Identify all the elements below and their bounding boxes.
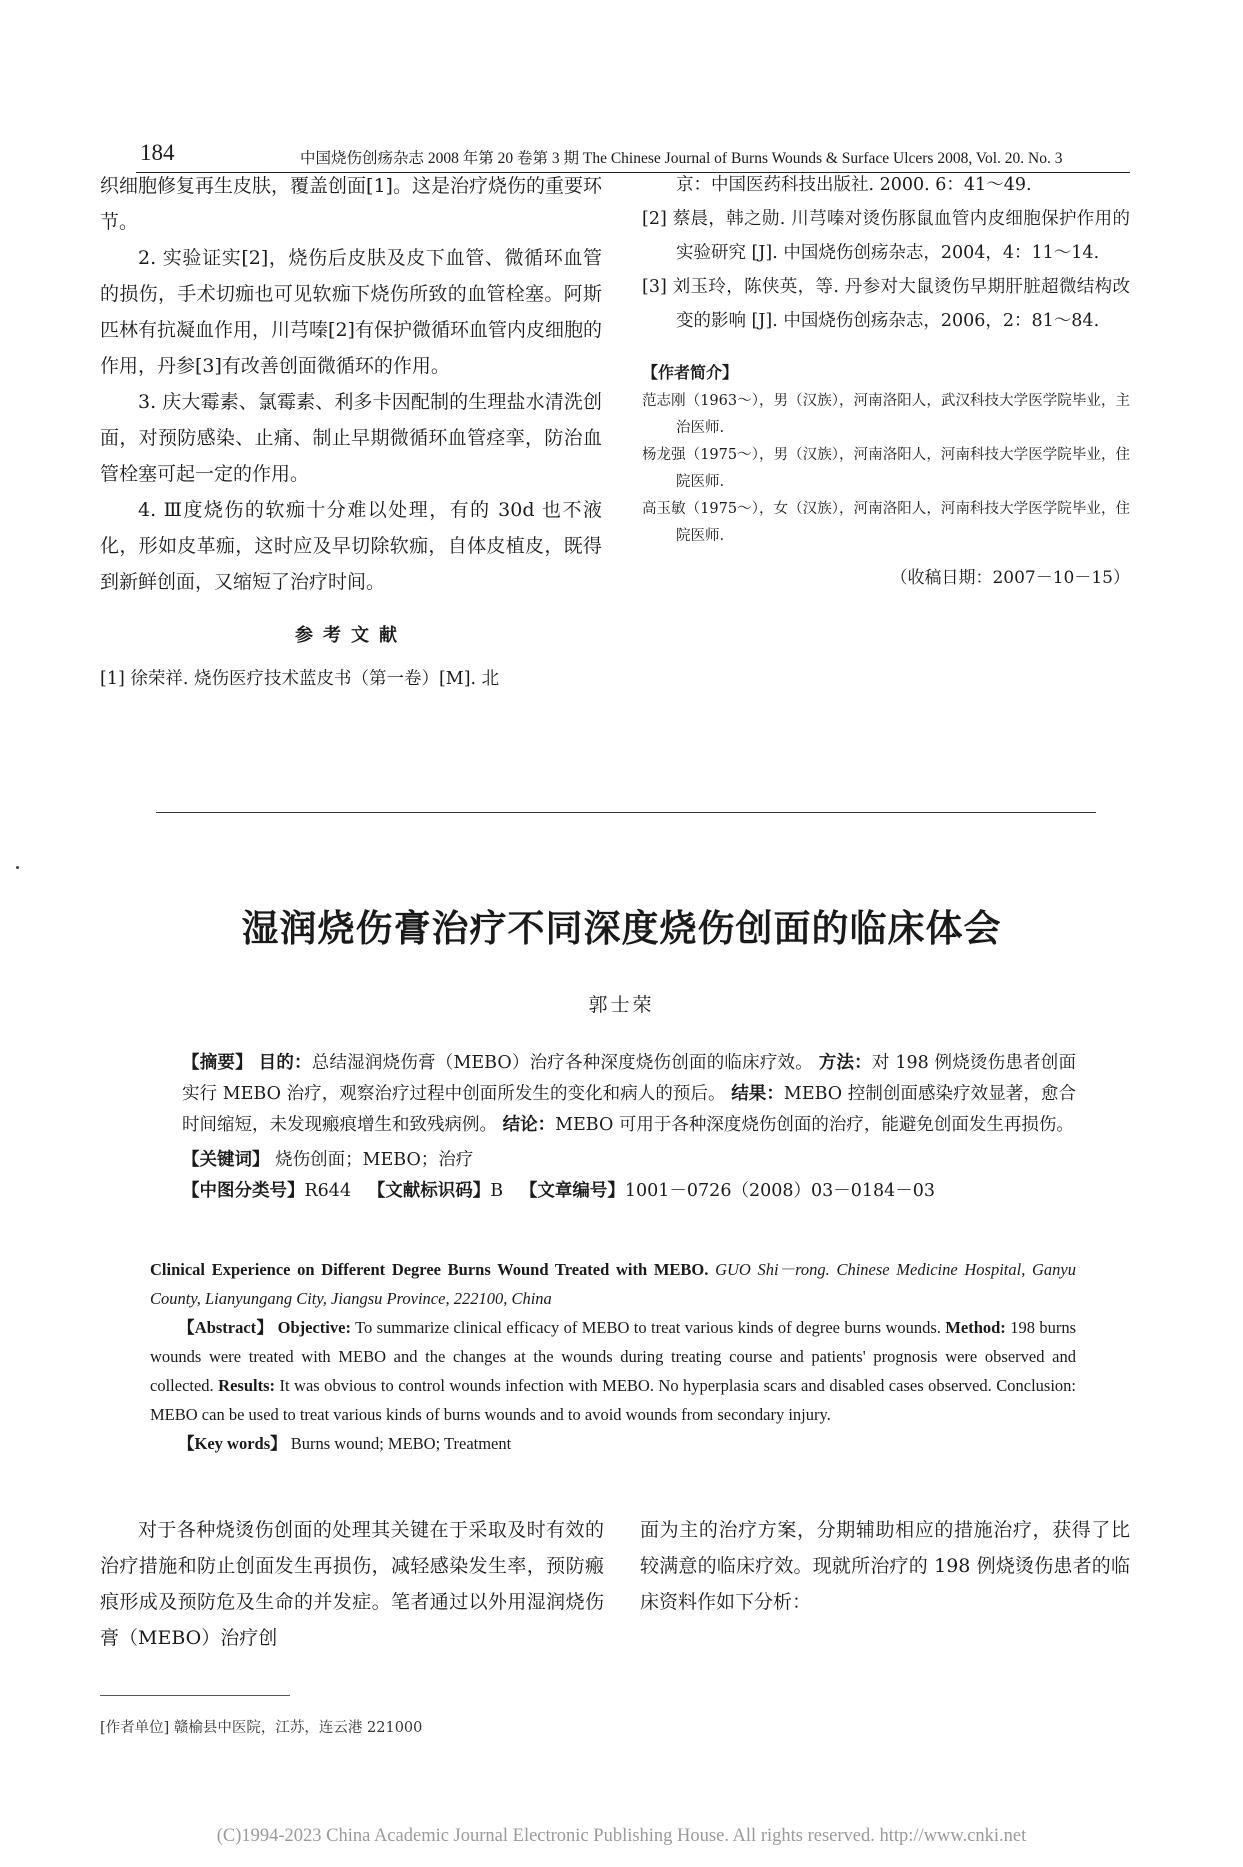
author-intro-item: 范志刚（1963～），男（汉族），河南洛阳人，武汉科技大学医学院毕业，主治医师. (642, 393, 1130, 436)
keywords-en-label: 【Key words】 (178, 1434, 287, 1453)
article-title: 湿润烧伤膏治疗不同深度烧伤创面的临床体会 (241, 907, 1002, 950)
en-method-text: 198 burns wounds were treated with MEBO and the changes at the wounds during treating course and patients' prognosis were observed and collected. (150, 1318, 1077, 1395)
paragraph: 2. 实验证实[2]，烧伤后皮肤及皮下血管、微循环血管的损伤，手术切痂也可见软痂下烧伤所致的血管栓塞。阿斯匹林有抗凝血作用，川芎嗪[2]有保护微循环血管内皮细胞的作用，丹参[3]有改善创面微循环的作用。 (100, 247, 602, 377)
keywords-cn-text: 烧伤创面；MEBO；治疗 (275, 1150, 474, 1170)
en-method-label: Method: (945, 1318, 1006, 1337)
reference-continuation: 京：中国医药科技出版社. 2000. 6：41～49. (676, 175, 1032, 195)
objective-text: 总结湿润烧伤膏（MEBO）治疗各种深度烧伤创面的临床疗效。 (311, 1053, 813, 1073)
keywords-cn (182, 1145, 1076, 1176)
article-no-label: 【文章编号】 (519, 1181, 625, 1201)
paragraph: 4. Ⅲ度烧伤的软痂十分难以处理，有的 30d 也不液化，形如皮革痂，这时应及早切除软痂，自体皮植皮，既得到新鲜创面，又缩短了治疗时间。 (100, 499, 602, 593)
keywords-cn-label: 【关键词】 (182, 1150, 270, 1170)
reference-item: [1] 徐荣祥. 烧伤医疗技术蓝皮书（第一卷）[M]. 北 (100, 669, 500, 689)
author-intro-item: 杨龙强（1975～），男（汉族），河南洛阳人，河南科技大学医学院毕业，住院医师. (642, 447, 1130, 490)
doc-code-label: 【文献标识码】 (367, 1181, 491, 1201)
en-objective-label: Objective: (277, 1318, 351, 1337)
conclusion-label: 结论： (502, 1115, 556, 1135)
keywords-en-text: Burns wound; MEBO; Treatment (290, 1434, 512, 1453)
keywords-en (150, 1429, 1076, 1458)
classification-line (182, 1176, 1076, 1207)
abstract-cn (182, 1048, 1076, 1207)
abstract-cn-body (182, 1048, 1076, 1141)
references-heading: 参考文献 (295, 625, 407, 646)
paragraph: 对于各种烧烫伤创面的处理其关键在于采取及时有效的治疗措施和防止创面发生再损伤，减轻感染发生率，预防瘢痕形成及预防危及生命的并发症。笔者通过以外用湿润烧伤膏（MEBO）治疗创 (100, 1519, 604, 1649)
article-author: 郭士荣 (588, 994, 655, 1016)
page-number: 184 (140, 140, 175, 165)
reference-item: [3] 刘玉玲，陈侠英，等. 丹参对大鼠烫伤早期肝脏超微结构改变的影响 [J]. 中国烧伤创疡杂志，2006，2：81～84. (642, 277, 1130, 331)
en-results-text: It was obvious to control wounds infection with MEBO. No hyperplasia scars and disabled cases observed. (279, 1376, 992, 1395)
margin-mark (16, 866, 19, 869)
received-date: （收稿日期：2007－10－15） (890, 568, 1130, 588)
prev-article-left-column (100, 168, 602, 696)
abstract-en (150, 1255, 1076, 1458)
objective-label: 目的： (258, 1053, 312, 1073)
copyright-notice: (C)1994-2023 China Academic Journal Electronic Publishing House. All rights reserved. http://www.cnki.net (216, 1826, 1027, 1846)
clc-value: R644 (304, 1181, 352, 1201)
running-head: 中国烧伤创疡杂志 2008 年第 20 卷第 3 期 The Chinese Journal of Burns Wounds & Surface Ulcers 2008, Vol. 20. No. 3 (300, 150, 1063, 167)
reference-item: [2] 蔡晨，韩之勋. 川芎嗪对烫伤豚鼠血管内皮细胞保护作用的实验研究 [J]. 中国烧伤创疡杂志，2004，4：11～14. (642, 209, 1130, 263)
article-separator (156, 812, 1096, 813)
en-title: Clinical Experience on Different Degree Burns Wound Treated with MEBO. (150, 1260, 709, 1279)
en-conclusion-text: Conclusion: MEBO can be used to treat various kinds of burns wounds and to avoid wounds from secondary injury. (150, 1376, 1077, 1424)
article-no-value: 1001－0726（2008）03－0184－03 (624, 1181, 936, 1201)
method-text: 对 198 例烧烫伤患者创面实行 MEBO 治疗，观察治疗过程中创面所发生的变化和病人的预后。 (182, 1053, 1077, 1104)
en-results-label: Results: (218, 1376, 275, 1395)
en-affiliation: GUO Shi－rong. Chinese Medicine Hospital, Ganyu County, Lianyungang City, Jiangsu Province, 222100, China (150, 1260, 1077, 1308)
method-label: 方法： (818, 1053, 872, 1073)
conclusion-text: MEBO 可用于各种深度烧伤创面的治疗，能避免创面发生再损伤。 (555, 1115, 1074, 1135)
prev-article-right-column (642, 168, 1130, 598)
result-label: 结果： (731, 1084, 784, 1104)
paragraph: 织细胞修复再生皮肤，覆盖创面[1]。这是治疗烧伤的重要环节。 (100, 175, 602, 233)
en-objective-text: To summarize clinical efficacy of MEBO to treat various kinds of degree burns wounds. (355, 1318, 941, 1337)
abstract-en-body (150, 1313, 1076, 1429)
footnote-rule (100, 1695, 290, 1696)
body-left-column (100, 1512, 604, 1656)
body-right-column (640, 1512, 1130, 1620)
author-unit-footnote: [作者单位] 赣榆县中医院，江苏，连云港 221000 (100, 1720, 423, 1736)
clc-label: 【中图分类号】 (182, 1181, 305, 1201)
paragraph: 3. 庆大霉素、氯霉素、利多卡因配制的生理盐水清洗创面，对预防感染、止痛、制止早期微循环血管痉挛，防治血管栓塞可起一定的作用。 (100, 391, 602, 485)
abstract-label: 【摘要】 (182, 1053, 253, 1073)
author-intro-item: 高玉敏（1975～），女（汉族），河南洛阳人，河南科技大学医学院毕业，住院医师. (642, 501, 1130, 544)
paragraph: 面为主的治疗方案，分期辅助相应的措施治疗，获得了比较满意的临床疗效。现就所治疗的 198 例烧烫伤患者的临床资料作如下分析： (640, 1519, 1130, 1613)
doc-code-value: B (490, 1181, 504, 1201)
result-text: MEBO 控制创面感染疗效显著，愈合时间缩短，未发现瘢痕增生和致残病例。 (182, 1084, 1076, 1135)
en-abstract-label: 【Abstract】 (178, 1318, 274, 1337)
author-intro-heading: 【作者简介】 (642, 363, 739, 382)
en-title-line (150, 1255, 1076, 1313)
